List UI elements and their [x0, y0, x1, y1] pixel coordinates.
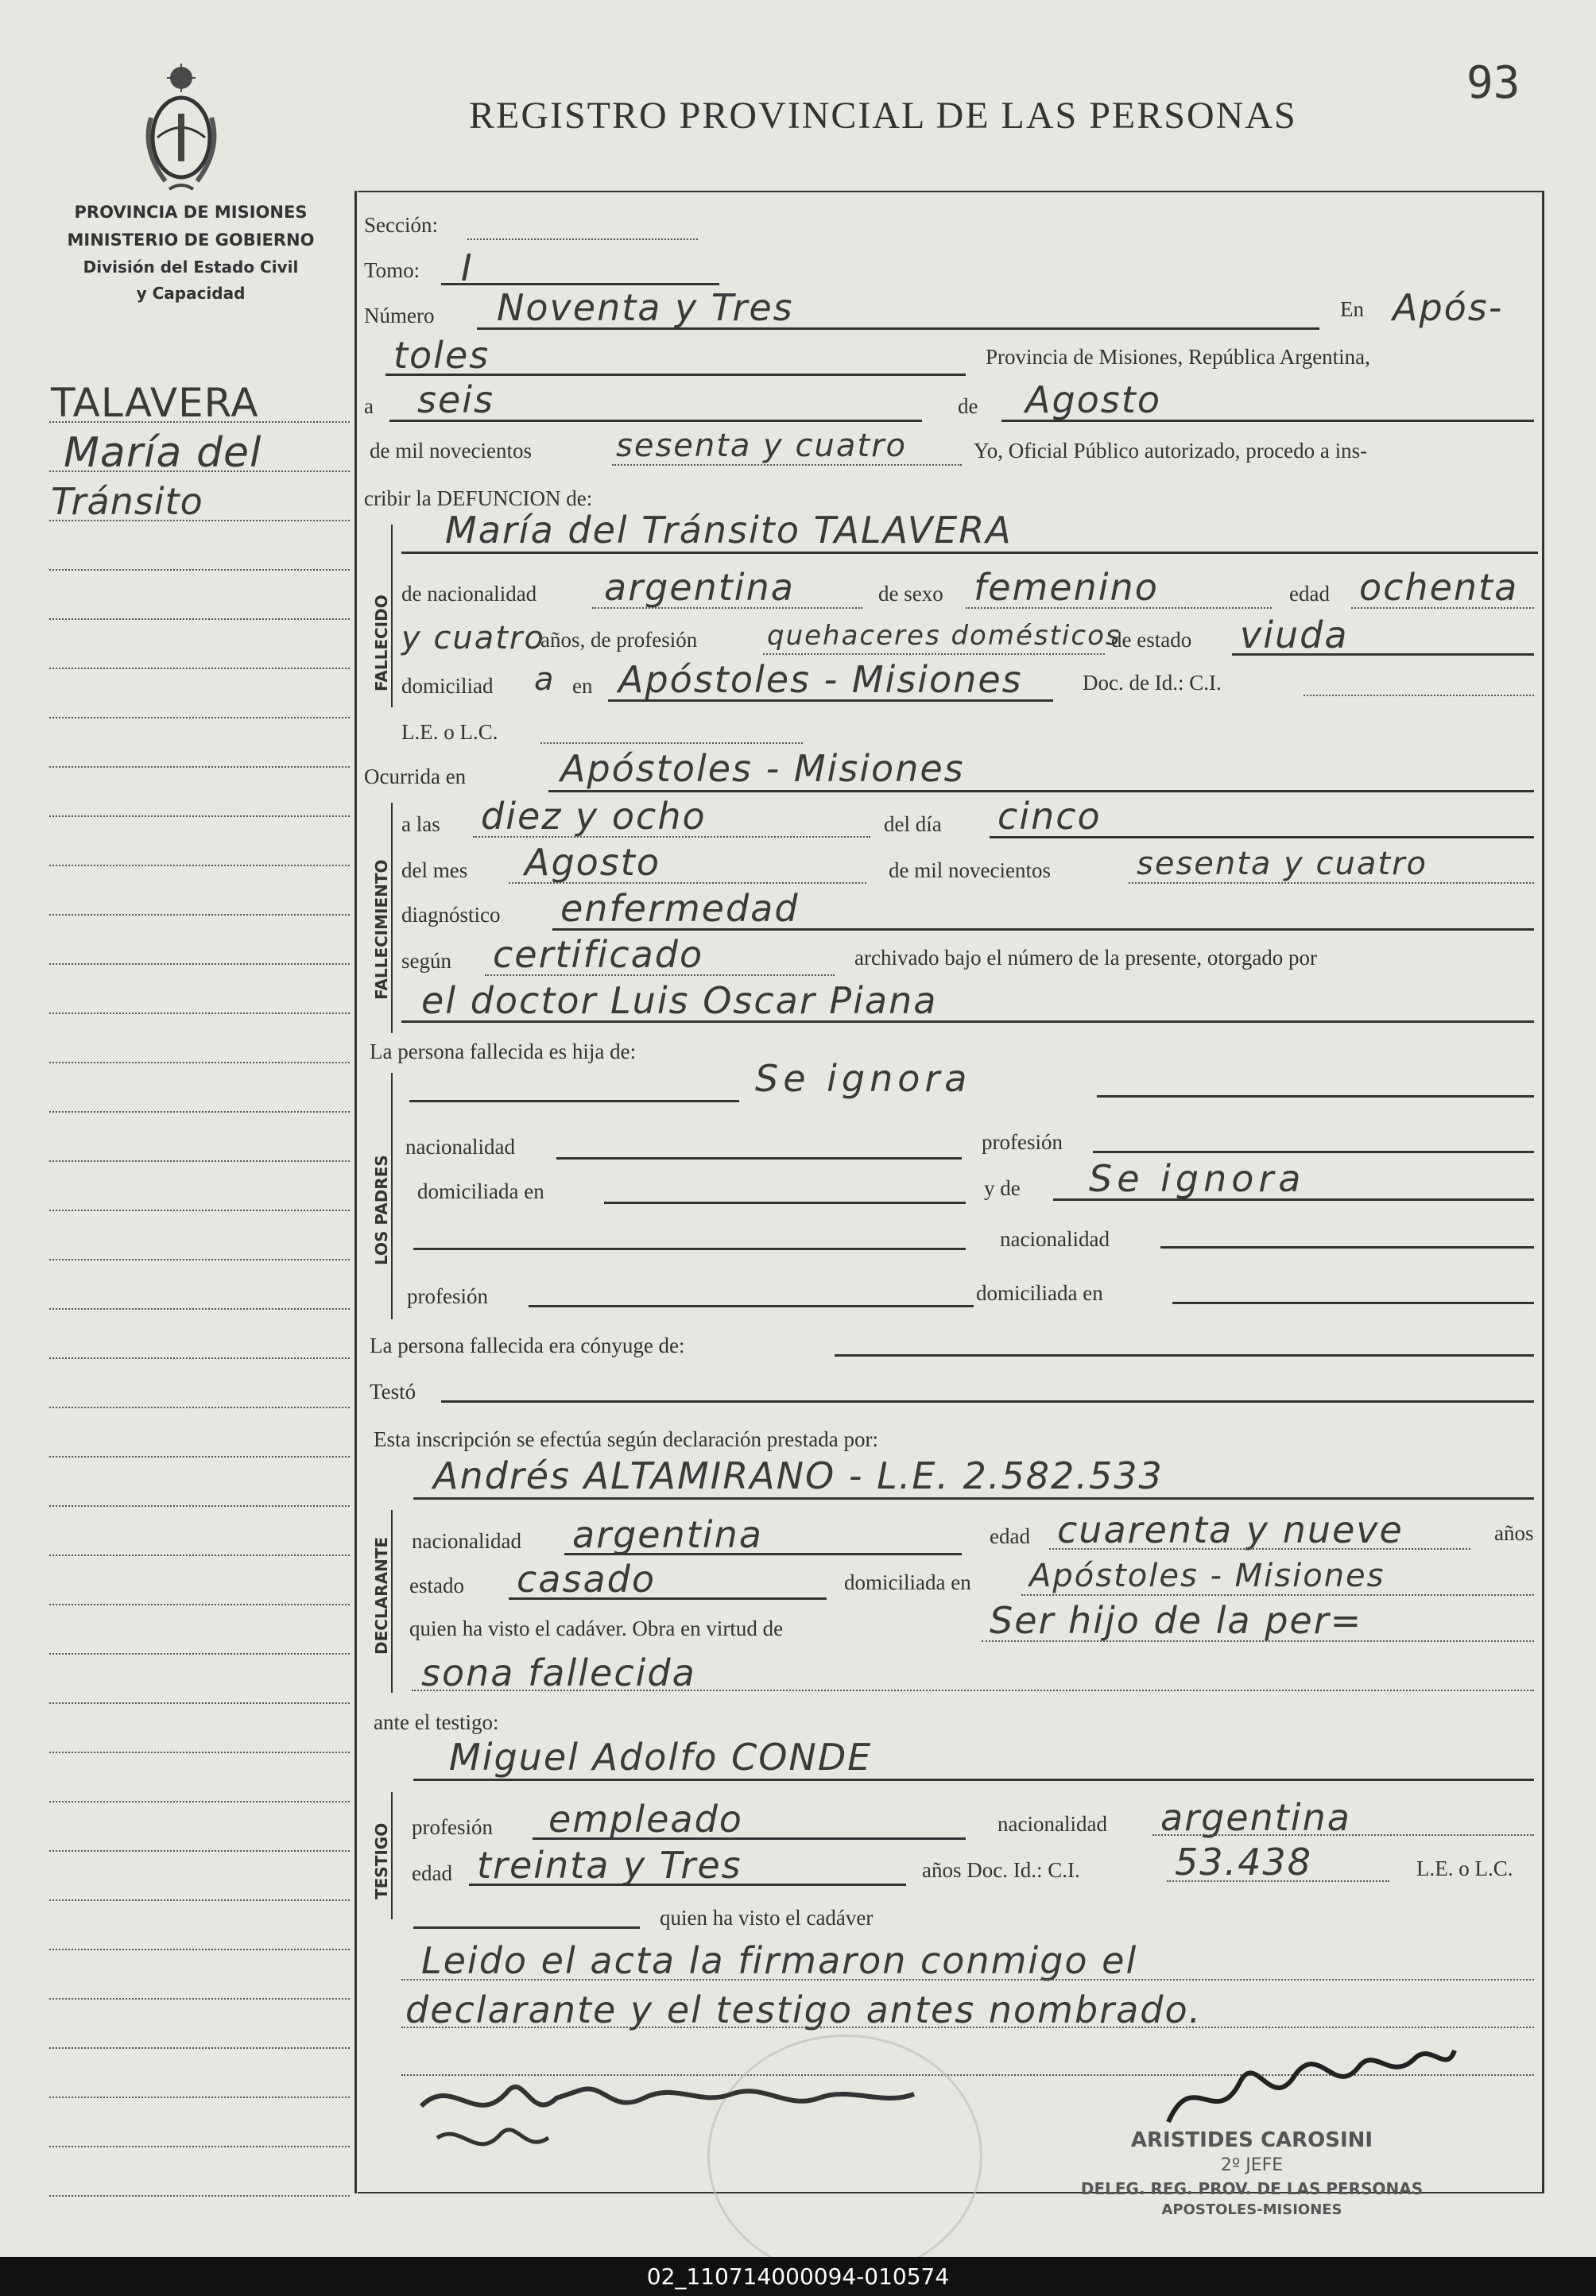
declarante-section-label: DECLARANTE [372, 1536, 391, 1655]
testigo-bar [391, 1792, 393, 1919]
mes-value: Agosto [1025, 378, 1161, 421]
profesion-field [763, 653, 1105, 655]
margin-rule [49, 421, 350, 423]
declarante-bar [391, 1510, 393, 1693]
declarante-domiciliada-label: domiciliada en [844, 1570, 971, 1594]
estado-value: viuda [1240, 614, 1349, 656]
declarante-edad: cuarenta y nueve [1057, 1508, 1404, 1551]
archivado-text: archivado bajo el número de la presente, otorgado por [854, 946, 1318, 970]
mes-label: del mes [401, 858, 468, 882]
madre-nacionalidad-field [1160, 1246, 1534, 1249]
padre-profesion-label: profesión [982, 1130, 1063, 1154]
margin-rule [49, 2047, 350, 2049]
mes-fall-field [509, 882, 866, 884]
padre-nacionalidad-field [556, 1157, 962, 1160]
declarante-virtud-2: sona fallecida [421, 1651, 696, 1694]
margin-rule [49, 1702, 350, 1704]
anio-fall-field [1129, 882, 1534, 884]
padre-nacionalidad-label: nacionalidad [405, 1135, 515, 1159]
hora-field [473, 836, 870, 838]
anios-profesion-label: años, de profesión [540, 628, 698, 652]
margin-rule [49, 1604, 350, 1605]
oficial-text: Yo, Oficial Público autorizado, procedo a ins- [974, 439, 1368, 463]
margin-rule [49, 1210, 350, 1211]
edad-label: edad [1289, 582, 1330, 606]
numero-label: Número [364, 304, 435, 327]
a-las-label: a las [401, 812, 440, 836]
anio-field [612, 464, 962, 466]
ocurrida-value: Apóstoles - Misiones [560, 747, 965, 790]
sexo-value: femenino [974, 566, 1159, 609]
madre-domiciliada-field [1172, 1302, 1534, 1304]
testigo-visto-label: quien ha visto el cadáver [660, 1906, 874, 1930]
margin-rule [49, 2146, 350, 2147]
ocurrida-label: Ocurrida en [364, 765, 467, 788]
margin-name-line2: Tránsito [51, 480, 203, 523]
sexo-label: de sexo [878, 582, 943, 606]
padre-profesion-field [1093, 1151, 1534, 1153]
diagnostico-value: enfermedad [560, 887, 800, 930]
testigo-visto-field [413, 1926, 640, 1929]
document-title: REGISTRO PROVINCIAL DE LAS PERSONAS [469, 95, 1297, 137]
declarante-domicilio: Apóstoles - Misiones [1029, 1558, 1385, 1594]
margin-name-line1: María del [64, 429, 262, 477]
mes-field [1001, 420, 1534, 422]
edad-value-1: ochenta [1359, 566, 1519, 609]
ministry-name: MINISTERIO DE GOBIERNO [67, 230, 315, 250]
margin-rule [49, 1998, 350, 2000]
padre-field-left [409, 1100, 739, 1102]
testigo-nombre: Miguel Adolfo CONDE [449, 1736, 873, 1779]
profesion-value: quehaceres domésticos [767, 620, 1121, 652]
diagnostico-field [552, 928, 1534, 931]
testigo-le-label: L.E. o L.C. [1416, 1857, 1513, 1880]
province-name: PROVINCIA DE MISIONES [74, 203, 308, 222]
testigo-edad-field [469, 1884, 906, 1886]
margin-rule [49, 1752, 350, 1753]
declarante-signature-icon [405, 2058, 962, 2170]
padre-field-right [1097, 1095, 1534, 1098]
seccion-field [467, 238, 698, 240]
margin-rule [49, 1308, 350, 1310]
estado-label: de estado [1111, 628, 1192, 652]
testigo-doc-label: años Doc. Id.: C.I. [922, 1858, 1080, 1882]
doc-field [1304, 695, 1534, 696]
margin-rule [49, 1160, 350, 1162]
page-number: 93 [1466, 57, 1520, 109]
y-de-label: y de [984, 1176, 1021, 1200]
margin-rule [49, 815, 350, 817]
en-label: En [1340, 297, 1364, 321]
madre-field [1053, 1198, 1534, 1201]
margin-rule [49, 1949, 350, 1950]
declarante-virtud-field-2 [412, 1690, 1534, 1691]
declarante-estado: casado [517, 1558, 656, 1601]
testigo-nombre-field [413, 1779, 1534, 1781]
numero-value: Noventa y Tres [497, 286, 794, 329]
declarante-virtud-1: Ser hijo de la per= [990, 1599, 1363, 1642]
issuer-block [40, 199, 342, 307]
signer-title: 2º JEFE [1220, 2155, 1284, 2175]
dia-field [389, 420, 922, 422]
provincia-text: Provincia de Misiones, República Argentina, [986, 345, 1370, 369]
margin-rule [49, 1555, 350, 1556]
madre-profesion-field [529, 1305, 974, 1307]
signer-dept: DELEG. REG. PROV. DE LAS PERSONAS [1080, 2179, 1424, 2198]
inscribir-text: cribir la DEFUNCION de: [364, 486, 593, 510]
sexo-field [966, 607, 1272, 609]
declarante-virtud-field-1 [982, 1640, 1534, 1642]
testo-label: Testó [370, 1380, 416, 1404]
scan-identifier: 02_110714000094-010574 [0, 2257, 1596, 2296]
segun-label: según [401, 949, 451, 973]
declarante-nombre-field [413, 1497, 1534, 1500]
le-label: L.E. o L.C. [401, 720, 498, 744]
mil-label: de mil novecientos [370, 439, 532, 463]
nacionalidad-field [592, 607, 862, 609]
margin-rule [49, 618, 350, 620]
estado-field [1232, 653, 1534, 656]
ocurrida-field [548, 790, 1534, 792]
declarante-nacionalidad: argentina [572, 1513, 763, 1556]
closing-line-1: Leido el acta la firmaron conmigo el [421, 1939, 1138, 1982]
fallecido-nombre-field [401, 552, 1538, 554]
en-field [385, 374, 966, 376]
nacionalidad-label: de nacionalidad [401, 582, 537, 606]
seccion-label: Sección: [364, 213, 438, 237]
testigo-edad: treinta y Tres [477, 1844, 742, 1887]
madre-value: Se ignora [1089, 1157, 1306, 1200]
testigo-edad-label: edad [412, 1861, 452, 1885]
declarante-edad-field [1049, 1548, 1470, 1550]
closing-line-2: declarante y el testigo antes nombrado. [405, 1988, 1203, 2031]
edad-field [1351, 607, 1534, 609]
edad-value-2: y cuatro [401, 620, 545, 656]
margin-divider [354, 191, 357, 2193]
fallecido-section-label: FALLECIDO [372, 594, 391, 691]
margin-rule [49, 1801, 350, 1802]
mil-fall-label: de mil novecientos [889, 858, 1051, 882]
margin-rule [49, 865, 350, 866]
margin-rule [49, 1505, 350, 1507]
margin-rule [49, 520, 350, 521]
testigo-nacionalidad: argentina [1160, 1796, 1351, 1839]
domicilio-field [608, 699, 1053, 702]
numero-field [477, 327, 1319, 330]
otorgado-value: el doctor Luis Oscar Piana [421, 979, 938, 1022]
margin-rule [49, 1012, 350, 1014]
margin-rule [49, 1850, 350, 1852]
fallecimiento-section-label: FALLECIMIENTO [372, 859, 391, 1000]
declarante-nacionalidad-field [564, 1553, 962, 1555]
margin-rule [49, 766, 350, 768]
padre-value: Se ignora [755, 1057, 972, 1100]
padres-bar [391, 1073, 393, 1319]
padre-domiciliada-field [604, 1202, 966, 1204]
declarante-edad-label: edad [990, 1524, 1030, 1548]
closing-field-2 [401, 2027, 1534, 2028]
conyuge-field [835, 1354, 1534, 1357]
declarante-estado-field [509, 1597, 827, 1600]
diagnostico-label: diagnóstico [401, 903, 501, 927]
testigo-nacionalidad-field [1152, 1834, 1534, 1836]
testigo-ci: 53.438 [1175, 1841, 1312, 1884]
margin-rule [49, 717, 350, 718]
anio-value: sesenta y cuatro [616, 428, 908, 464]
anio-fall-value: sesenta y cuatro [1137, 846, 1428, 882]
closing-field-1 [401, 1979, 1534, 1980]
declarante-anios-label: años [1494, 1521, 1534, 1545]
declarante-estado-label: estado [409, 1574, 464, 1597]
domiciliad-label: domiciliad [401, 674, 494, 698]
margin-rule [49, 1357, 350, 1359]
nacionalidad-value: argentina [604, 566, 795, 609]
margin-rule [49, 1899, 350, 1901]
margin-rule [49, 2195, 350, 2197]
tomo-value: I [461, 246, 474, 289]
margin-rule [49, 914, 350, 916]
otorgado-field [401, 1020, 1534, 1023]
dia-label: del día [884, 812, 942, 836]
testigo-profesion-label: profesión [412, 1815, 493, 1839]
testigo-profesion-field [533, 1837, 966, 1840]
declarante-visto-label: quien ha visto el cadáver. Obra en virtud de [409, 1616, 784, 1640]
signer-city: APOSTOLES-MISIONES [1161, 2201, 1342, 2218]
margin-rule [49, 2097, 350, 2098]
margin-rule [49, 470, 350, 472]
doc-label: Doc. de Id.: C.I. [1083, 671, 1222, 695]
testigo-section-label: TESTIGO [372, 1822, 391, 1899]
dia-fall-value: cinco [998, 795, 1102, 838]
madre-name-field [413, 1248, 966, 1250]
testigo-profesion: empleado [548, 1798, 743, 1841]
tomo-label: Tomo: [364, 258, 420, 282]
margin-rule [49, 1456, 350, 1458]
fallecido-bar [391, 525, 393, 707]
tomo-field [441, 283, 719, 285]
margin-rule [49, 1062, 350, 1063]
margin-rule [49, 569, 350, 571]
de-label: de [958, 394, 978, 418]
dia-value: seis [417, 378, 495, 421]
hija-label: La persona fallecida es hija de: [370, 1040, 637, 1063]
domicilio-en-label: en [572, 674, 593, 698]
declarante-nacionalidad-label: nacionalidad [412, 1529, 521, 1553]
margin-rule [49, 1653, 350, 1655]
segun-field [485, 974, 835, 976]
en-value-1: Após- [1393, 286, 1504, 329]
declarante-intro: Esta inscripción se efectúa según declaración prestada por: [374, 1427, 878, 1451]
testigo-nacionalidad-label: nacionalidad [998, 1812, 1107, 1836]
coat-of-arms-icon [141, 62, 221, 197]
declarante-domicilio-field [1021, 1594, 1534, 1596]
en-value-2: toles [393, 334, 490, 377]
padre-domiciliada-label: domiciliada en [417, 1179, 544, 1203]
margin-rule [49, 1407, 350, 1408]
segun-value: certificado [493, 933, 704, 976]
le-field [540, 742, 803, 744]
margin-surname: TALAVERA [51, 380, 259, 426]
margin-rule [49, 668, 350, 669]
dia-fall-field [990, 836, 1534, 838]
division-name: División del Estado Civil [83, 257, 299, 277]
margin-rule [49, 1259, 350, 1260]
madre-profesion-label: profesión [407, 1284, 488, 1308]
signer-name: ARISTIDES CAROSINI [1130, 2128, 1373, 2152]
conyuge-label: La persona fallecida era cónyuge de: [370, 1334, 685, 1357]
fallecido-nombre: María del Tránsito TALAVERA [445, 509, 1013, 552]
testigo-ante-label: ante el testigo: [374, 1710, 499, 1734]
fallecimiento-bar [391, 803, 393, 1033]
declarante-nombre: Andrés ALTAMIRANO - L.E. 2.582.533 [433, 1454, 1164, 1497]
padres-section-label: LOS PADRES [372, 1155, 391, 1265]
testigo-ci-field [1167, 1880, 1389, 1882]
margin-rule [49, 963, 350, 965]
madre-nacionalidad-label: nacionalidad [1000, 1227, 1110, 1251]
madre-domiciliada-label: domiciliada en [976, 1281, 1103, 1305]
margin-rule [49, 1111, 350, 1113]
division-sub: y Capacidad [136, 284, 246, 303]
a-label: a [364, 394, 374, 418]
testo-field [441, 1400, 1534, 1403]
hora-value: diez y ocho [481, 795, 707, 838]
domicilio-value: Apóstoles - Misiones [618, 658, 1023, 701]
mes-fall-value: Agosto [525, 841, 660, 884]
domiciliad-suffix: a [534, 661, 556, 698]
